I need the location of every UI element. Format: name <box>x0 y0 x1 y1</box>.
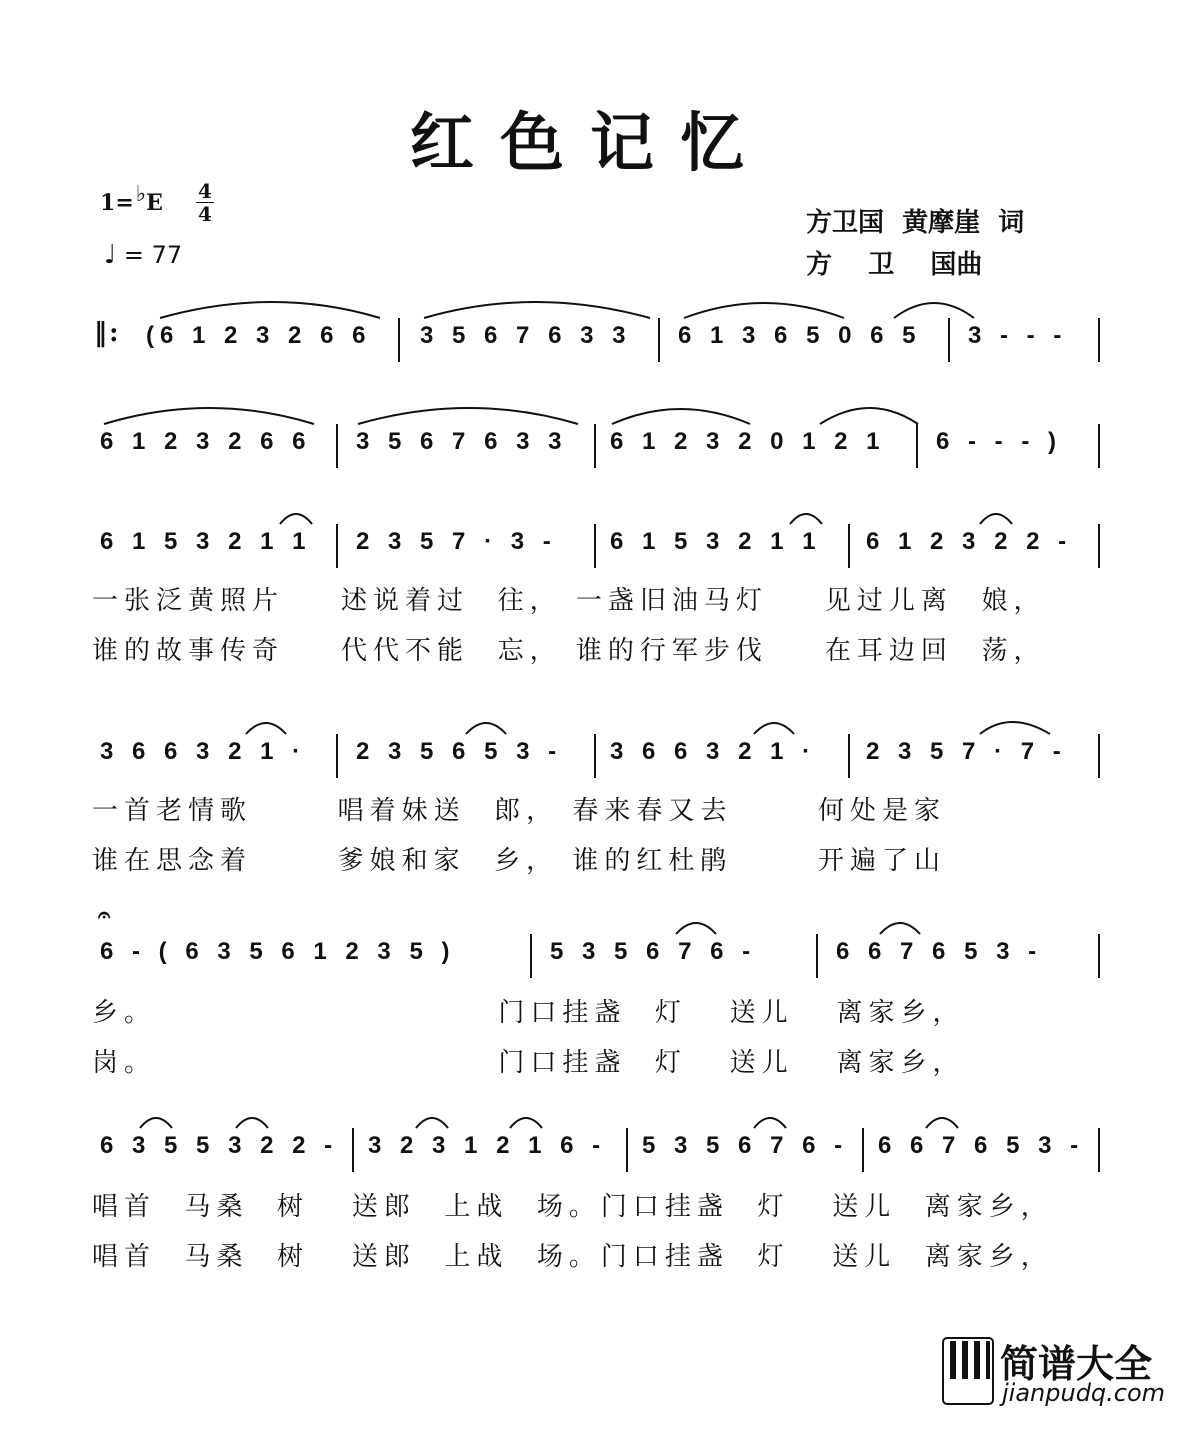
lyric-row-6-verse-1: 唱首 马桑 树 送郎 上战 场。门口挂盏 灯 送儿 离家乡， <box>92 1192 1053 1222</box>
fermata-icon: 𝄐 <box>98 902 113 928</box>
lyric-row-4-verse-2: 谁在思念着 爹娘和家 乡， 谁的红杜鹃 开遍了山 <box>92 846 946 876</box>
key-equals: = <box>115 190 134 216</box>
measure-6-2: 3 2 3 1 2 1 6 - <box>368 1132 607 1159</box>
measure-3-2: 2 3 5 7 · 3 - <box>356 528 557 555</box>
measure-4-4: 2 3 5 7 · 7 - <box>866 738 1067 765</box>
tempo-marking <box>104 240 182 270</box>
slur-icons <box>100 1104 1100 1132</box>
slur-icons <box>100 708 1100 738</box>
measure-6-3: 5 3 5 6 7 6 - <box>642 1132 849 1159</box>
lyricist-credit: 方卫国 黄摩崖 词 <box>806 208 1025 238</box>
measure-5-3: 6 6 7 6 5 3 - <box>836 938 1043 965</box>
watermark-logo <box>942 1333 1166 1413</box>
repeat-start-icon: ‖: <box>94 318 121 348</box>
measure-5-1: 6 - ( 6 3 5 6 1 2 3 5 ) <box>100 938 456 965</box>
slur-icons <box>154 292 1104 322</box>
measure-1-3: 6 1 3 6 5 0 6 5 <box>678 322 922 349</box>
measure-1-1: (6 1 2 3 2 6 6 <box>146 322 372 349</box>
slur-icons <box>100 500 1100 528</box>
lyric-row-4-verse-1: 一首老情歌 唱着妹送 郎， 春来春又去 何处是家 <box>92 796 946 826</box>
flat-icon: ♭ <box>135 181 147 207</box>
measure-4-3: 3 6 6 3 2 1 · <box>610 738 817 765</box>
page-title: 红色记忆 <box>410 106 770 181</box>
measure-3-1: 6 1 5 3 2 1 1 <box>100 528 312 555</box>
measure-3-4: 6 1 2 3 2 2 - <box>866 528 1073 555</box>
composer-credit: 方 卫 国曲 <box>806 250 983 280</box>
key-letter: E <box>146 190 163 216</box>
measure-4-2: 2 3 5 6 5 3 - <box>356 738 563 765</box>
measure-5-2: 5 3 5 6 7 6 - <box>550 938 757 965</box>
staff-row-1 <box>90 318 1110 402</box>
measure-1-4: 3 - - - <box>968 322 1068 349</box>
staff-row-2 <box>90 428 1110 508</box>
measure-1-2: 3 5 6 7 6 3 3 <box>420 322 632 349</box>
meter-bottom: 4 <box>198 202 212 226</box>
measure-6-1: 6 3 5 5 3 2 2 - <box>100 1132 339 1159</box>
quarter-note-icon: ♩ <box>104 240 117 270</box>
key-tonic: 1 <box>100 190 116 216</box>
measure-2-2: 3 5 6 7 6 3 3 <box>356 428 568 455</box>
lyric-row-3-verse-1: 一张泛黄照片 述说着过 往， 一盏旧油马灯 见过儿离 娘， <box>92 586 1046 616</box>
key-signature <box>100 181 163 216</box>
tempo-value: = 77 <box>123 241 183 269</box>
measure-2-1: 6 1 2 3 2 6 6 <box>100 428 312 455</box>
piano-keys-icon <box>942 1337 994 1407</box>
lyric-row-5-verse-1: 乡。 门口挂盏 灯 送儿 离家乡， <box>92 998 965 1028</box>
measure-2-4: 6 - - - ) <box>936 428 1062 455</box>
measure-3-3: 6 1 5 3 2 1 1 <box>610 528 822 555</box>
measure-6-4: 6 6 7 6 5 3 - <box>878 1132 1085 1159</box>
slur-icons <box>100 398 1100 428</box>
watermark-url: jianpudq.com <box>1002 1379 1166 1407</box>
time-signature <box>196 180 214 225</box>
meter-top: 4 <box>198 179 212 203</box>
lyric-row-6-verse-2: 唱首 马桑 树 送郎 上战 场。门口挂盏 灯 送儿 离家乡， <box>92 1242 1053 1272</box>
measure-2-3: 6 1 2 3 2 0 1 2 1 <box>610 428 886 455</box>
lyric-row-3-verse-2: 谁的故事传奇 代代不能 忘， 谁的行军步伐 在耳边回 荡， <box>92 636 1046 666</box>
lyric-row-5-verse-2: 岗。 门口挂盏 灯 送儿 离家乡， <box>92 1048 965 1078</box>
slur-icons <box>100 908 1100 938</box>
watermark-name: 简谱大全 <box>1000 1342 1153 1386</box>
measure-4-1: 3 6 6 3 2 1 · <box>100 738 307 765</box>
